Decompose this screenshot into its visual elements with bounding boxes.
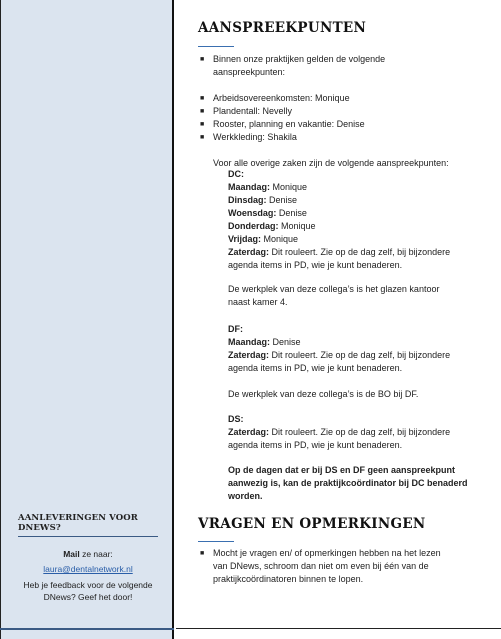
mail-line — [18, 549, 158, 559]
dc-woensdag: Woensdag: Denise — [228, 208, 307, 218]
submissions-box — [18, 513, 158, 603]
dc-vrijdag: Vrijdag: Monique — [228, 234, 299, 244]
bullet-item: Werkkleding: Shakila — [213, 132, 297, 142]
heading-aanspreekpunten: AANSPREEKPUNTEN — [198, 20, 367, 36]
feedback-text: Heb je feedback voor de volgende DNews? Geef het door! — [23, 580, 153, 602]
email-link[interactable]: laura@dentalnetwork.nl — [43, 564, 133, 574]
df-werkplek: De werkplek van deze collega’s is de BO bij DF. — [228, 389, 419, 399]
heading-rule — [198, 541, 234, 542]
main-content — [176, 0, 501, 639]
dc-zaterdag-cont: agenda items in PD, wie je kunt benaderen. — [228, 260, 403, 270]
note-line: aanwezig is, kan de praktijkcoördinator bij DC benaderd — [228, 478, 468, 488]
bullet-icon: ■ — [200, 56, 205, 63]
df-zaterdag-cont: agenda items in PD, wie je kunt benaderen. — [228, 363, 403, 373]
note-line: Op de dagen dat er bij DS en DF geen aanspreekpunt — [228, 465, 456, 475]
df-label: DF: — [228, 324, 243, 334]
heading-vragen: VRAGEN EN OPMERKINGEN — [198, 516, 426, 532]
dc-zaterdag: Zaterdag: Dit rouleert. Zie op de dag zelf, bij bijzondere — [228, 247, 451, 257]
dc-werkplek-cont: naast kamer 4. — [228, 297, 288, 307]
bullet-icon: ■ — [200, 108, 205, 115]
bottom-divider — [176, 628, 501, 629]
questions-text: praktijkcoördinatoren binnen te lopen. — [213, 574, 364, 584]
bullet-icon: ■ — [200, 121, 205, 128]
df-zaterdag: Zaterdag: Dit rouleert. Zie op de dag zelf, bij bijzondere — [228, 350, 451, 360]
sidebar-divider — [0, 628, 174, 630]
ds-zaterdag: Zaterdag: Dit rouleert. Zie op de dag zelf, bij bijzondere — [228, 427, 451, 437]
mail-suffix: ze naar: — [79, 549, 113, 559]
bullet-icon: ■ — [200, 134, 205, 141]
dc-maandag: Maandag: Monique — [228, 182, 308, 192]
questions-text: van DNews, schroom dan niet om even bij één van de — [213, 561, 429, 571]
bullet-item: Plandentall: Nevelly — [213, 106, 293, 116]
submissions-heading: AANLEVERINGEN VOOR DNEWS? — [18, 513, 138, 533]
bullet-item: Rooster, planning en vakantie: Denise — [213, 119, 365, 129]
note-line: worden. — [228, 491, 263, 501]
intro-text: Binnen onze praktijken gelden de volgende aanspreekpunten: — [213, 54, 386, 77]
dc-dinsdag: Dinsdag: Denise — [228, 195, 298, 205]
dc-werkplek: De werkplek van deze collega’s is het glazen kantoor — [228, 284, 440, 294]
ds-label: DS: — [228, 414, 244, 424]
mail-label: Mail — [63, 549, 80, 559]
df-maandag: Maandag: Denise — [228, 337, 301, 347]
ds-zaterdag-cont: agenda items in PD, wie je kunt benaderen. — [228, 440, 403, 450]
bullet-icon: ■ — [200, 550, 205, 557]
questions-text: Mocht je vragen en/ of opmerkingen hebben na het lezen — [213, 548, 441, 558]
bullet-item: Arbeidsovereenkomsten: Monique — [213, 93, 350, 103]
other-intro: Voor alle overige zaken zijn de volgende aanspreekpunten: — [213, 158, 449, 168]
heading-rule — [18, 536, 158, 537]
bullet-icon: ■ — [200, 95, 205, 102]
dc-label: DC: — [228, 169, 244, 179]
dc-donderdag: Donderdag: Monique — [228, 221, 316, 231]
heading-rule — [198, 46, 234, 47]
